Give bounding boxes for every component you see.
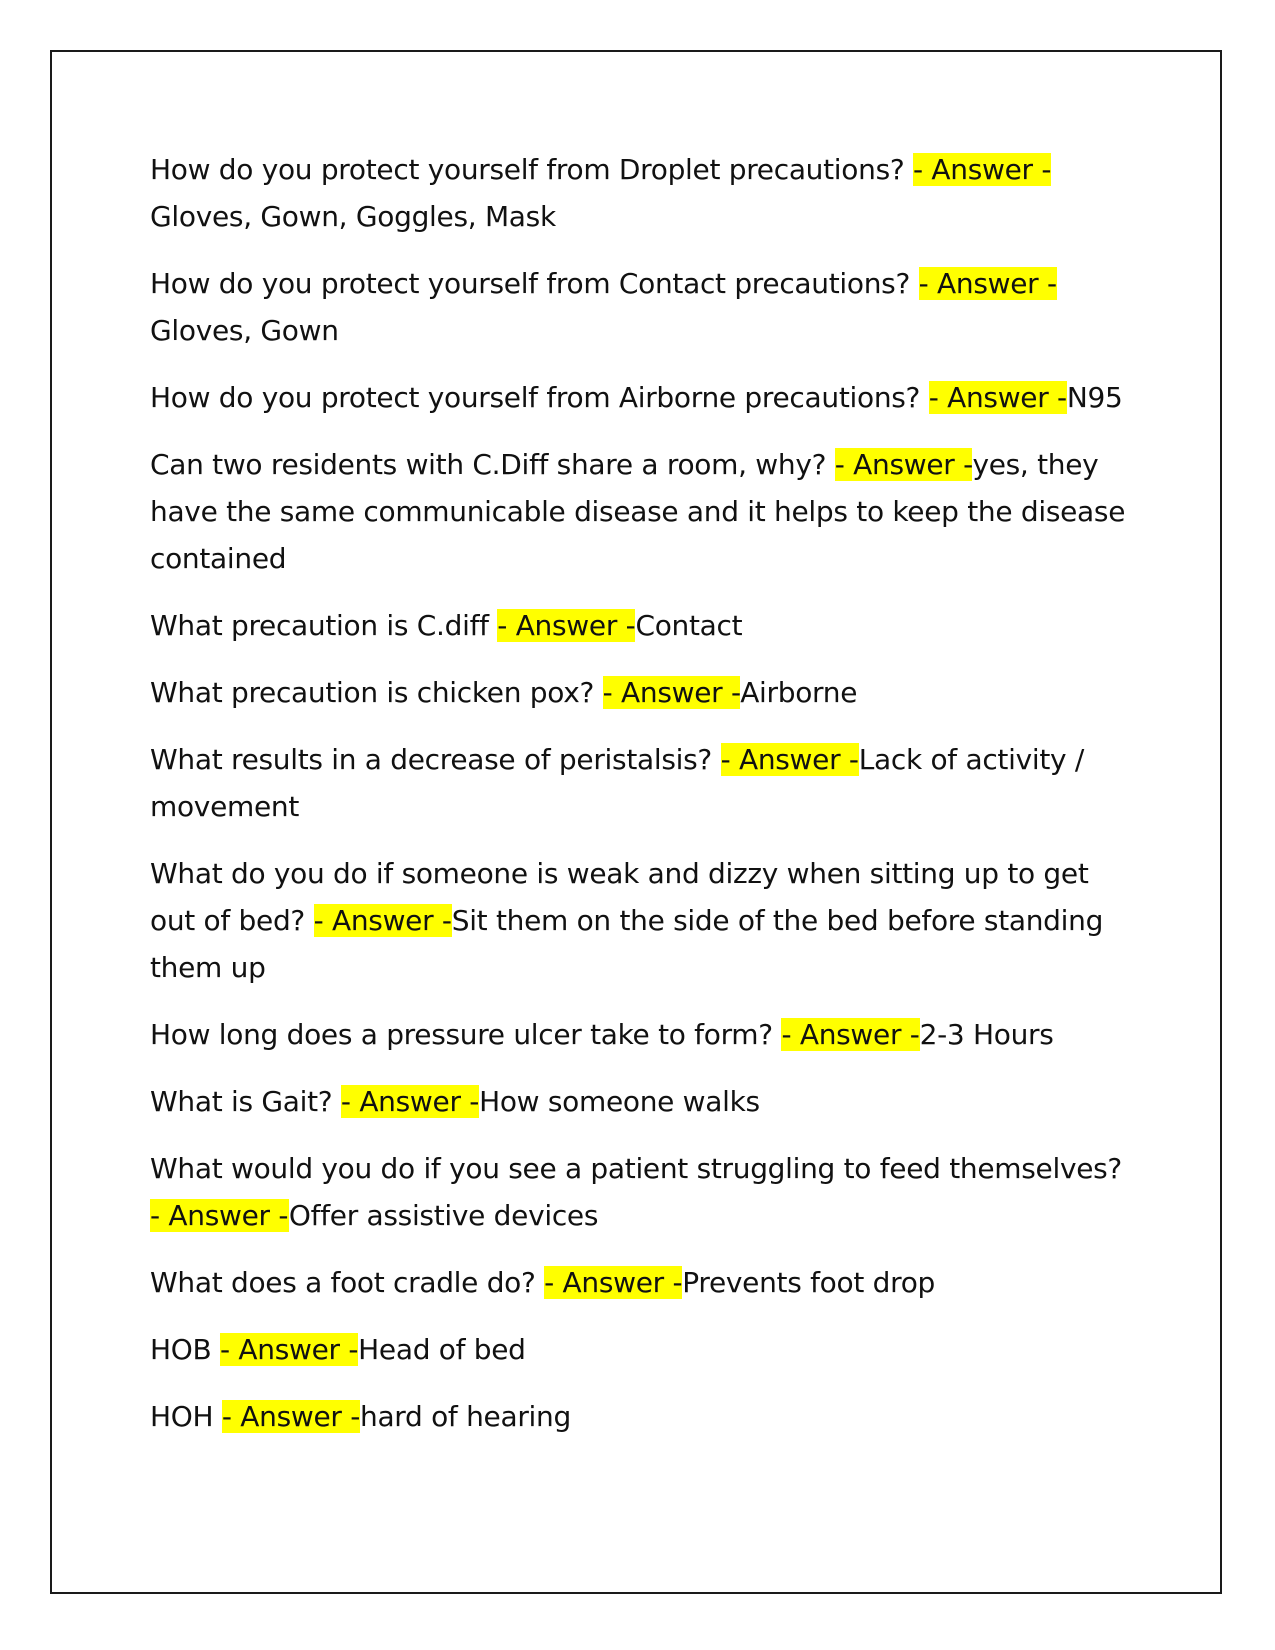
answer-text: Prevents foot drop xyxy=(682,1266,935,1299)
answer-text: Contact xyxy=(635,609,743,642)
question-text: HOB xyxy=(150,1333,221,1366)
answer-text: yes, they have the same communicable disease and it helps to keep the disease contained xyxy=(150,448,1126,575)
answer-text: N95 xyxy=(1066,381,1123,414)
question-text: How do you protect yourself from Droplet precautions? xyxy=(150,153,914,186)
answer-marker: - Answer - xyxy=(544,1266,683,1299)
qa-item xyxy=(150,1393,1130,1440)
answer-marker: - Answer - xyxy=(220,1333,359,1366)
answer-marker: - Answer - xyxy=(918,267,1057,300)
answer-text: Sit them on the side of the bed before standing them up xyxy=(150,904,1104,984)
answer-marker: - Answer - xyxy=(340,1085,480,1118)
question-text: How do you protect yourself from Airborne precautions? xyxy=(150,381,929,414)
question-text: Can two residents with C.Diff share a room, why? xyxy=(150,448,835,481)
qa-item xyxy=(150,374,1130,421)
answer-marker: - Answer - xyxy=(150,1199,289,1232)
answer-marker: - Answer - xyxy=(221,1400,360,1433)
qa-item xyxy=(150,1078,1130,1125)
answer-text: hard of hearing xyxy=(360,1400,571,1433)
qa-item xyxy=(150,1259,1130,1306)
question-text: How long does a pressure ulcer take to form? xyxy=(150,1018,782,1051)
answer-text: How someone walks xyxy=(479,1085,760,1118)
question-text: What results in a decrease of peristalsis? xyxy=(150,743,721,776)
qa-item xyxy=(150,669,1130,716)
question-text: What precaution is chicken pox? xyxy=(150,676,603,709)
question-text: What does a foot cradle do? xyxy=(150,1266,545,1299)
answer-marker: - Answer - xyxy=(928,381,1067,414)
answer-marker: - Answer - xyxy=(313,904,452,937)
answer-marker: - Answer - xyxy=(781,1018,920,1051)
question-text: What do you do if someone is weak and dizzy when sitting up to get out of bed? xyxy=(150,857,1089,937)
answer-marker: - Answer - xyxy=(913,153,1052,186)
question-text: What precaution is C.diff xyxy=(150,609,498,642)
question-text: HOH xyxy=(150,1400,222,1433)
qa-item xyxy=(150,850,1130,991)
qa-item xyxy=(150,602,1130,649)
qa-item xyxy=(150,1326,1130,1373)
answer-text: Gloves, Gown xyxy=(150,314,339,347)
qa-item xyxy=(150,1011,1130,1058)
answer-marker: - Answer - xyxy=(720,743,859,776)
answer-text: Gloves, Gown, Goggles, Mask xyxy=(150,200,556,233)
document-body xyxy=(150,146,1130,1460)
qa-item xyxy=(150,441,1130,582)
question-text: What is Gait? xyxy=(150,1085,341,1118)
qa-item xyxy=(150,260,1130,354)
question-text: What would you do if you see a patient struggling to feed themselves? xyxy=(150,1152,1122,1185)
qa-item xyxy=(150,146,1130,240)
answer-marker: - Answer - xyxy=(834,448,973,481)
answer-text: Airborne xyxy=(740,676,858,709)
answer-marker: - Answer - xyxy=(602,676,741,709)
qa-item xyxy=(150,1145,1130,1239)
question-text: How do you protect yourself from Contact precautions? xyxy=(150,267,919,300)
answer-marker: - Answer - xyxy=(497,609,636,642)
answer-text: Head of bed xyxy=(358,1333,526,1366)
qa-item xyxy=(150,736,1130,830)
answer-text: Offer assistive devices xyxy=(288,1199,599,1232)
answer-text: Lack of activity / movement xyxy=(150,743,1085,823)
answer-text: 2-3 Hours xyxy=(919,1018,1054,1051)
